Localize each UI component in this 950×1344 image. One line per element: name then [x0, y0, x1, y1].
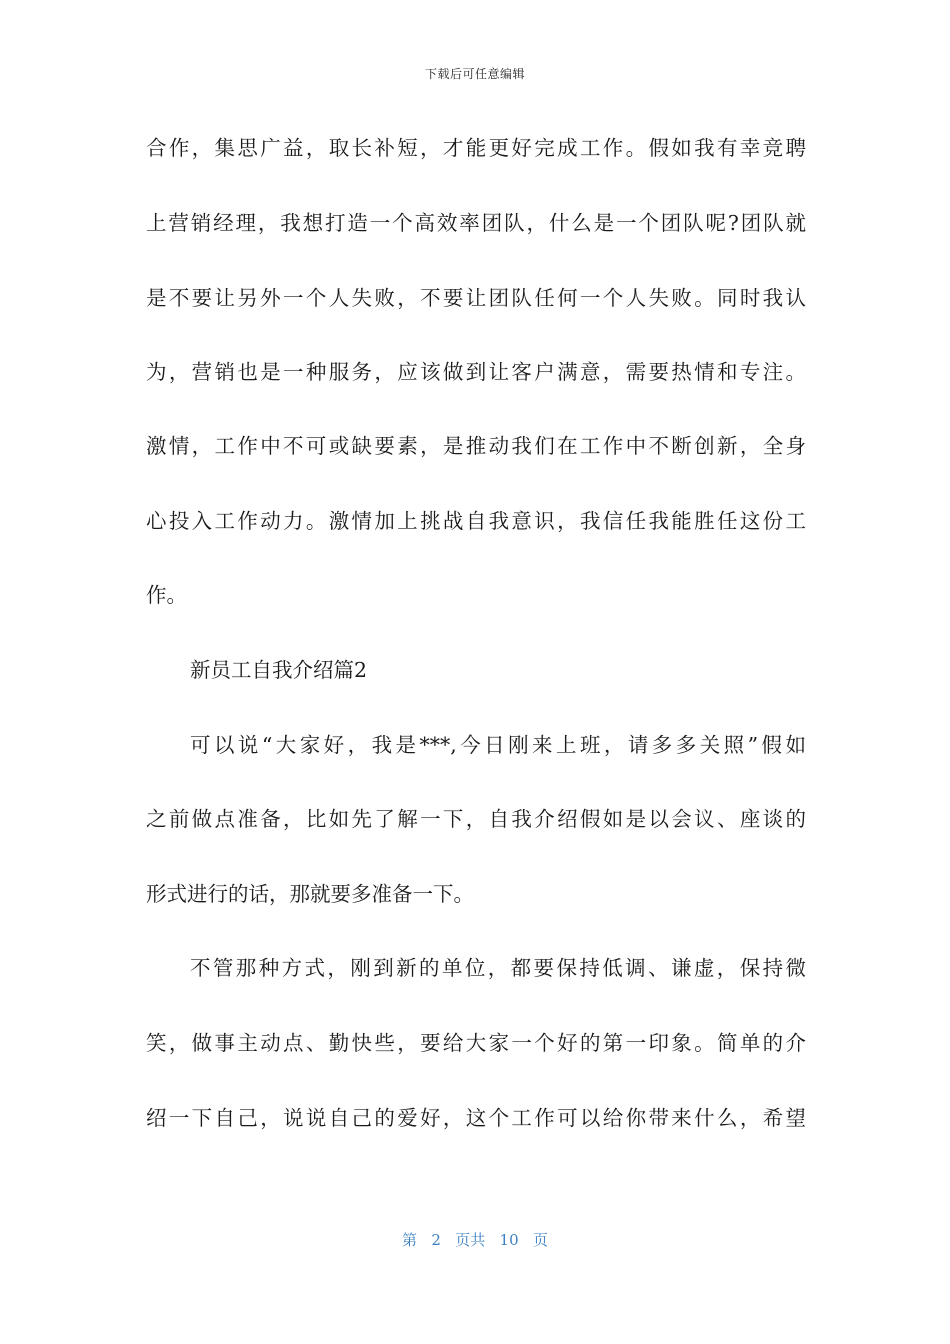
page-footer [0, 1230, 950, 1250]
footer-page-number: 2 [431, 1231, 441, 1249]
paragraph-line: 不管那种方式，刚到新的单位，都要保持低调、谦虚，保持微 [190, 956, 806, 980]
paragraph-line: 笑，做事主动点、勤快些，要给大家一个好的第一印象。简单的介 [146, 1031, 806, 1055]
page-header: 下载后可任意编辑 [424, 67, 525, 81]
paragraph-line: 作。 [146, 583, 187, 607]
footer-prefix: 第 [402, 1231, 418, 1249]
paragraph-line: 为，营销也是一种服务，应该做到让客户满意，需要热情和专注。 [146, 360, 806, 384]
paragraph-line: 是不要让另外一个人失败，不要让团队任何一个人失败。同时我认 [146, 286, 806, 310]
footer-middle: 页共 [455, 1231, 486, 1249]
paragraph-line: 激情，工作中不可或缺要素，是推动我们在工作中不断创新，全身 [146, 434, 806, 458]
paragraph-line: 可以说“大家好，我是***,今日刚来上班，请多多关照”假如 [190, 733, 806, 757]
paragraph-line: 绍一下自己，说说自己的爱好，这个工作可以给你带来什么，希望 [146, 1106, 806, 1130]
paragraph-line: 之前做点准备，比如先了解一下，自我介绍假如是以会议、座谈的 [146, 807, 806, 831]
paragraph-line: 形式进行的话，那就要多准备一下。 [146, 882, 474, 906]
footer-total-pages: 10 [499, 1231, 519, 1249]
paragraph-line: 上营销经理，我想打造一个高效率团队，什么是一个团队呢?团队就 [146, 211, 806, 235]
footer-suffix: 页 [532, 1231, 548, 1249]
paragraph-line: 心投入工作动力。激情加上挑战自我意识，我信任我能胜任这份工 [146, 509, 806, 533]
section-heading: 新员工自我介绍篇2 [190, 658, 368, 682]
paragraph-line: 合作，集思广益，取长补短，才能更好完成工作。假如我有幸竞聘 [146, 136, 806, 160]
